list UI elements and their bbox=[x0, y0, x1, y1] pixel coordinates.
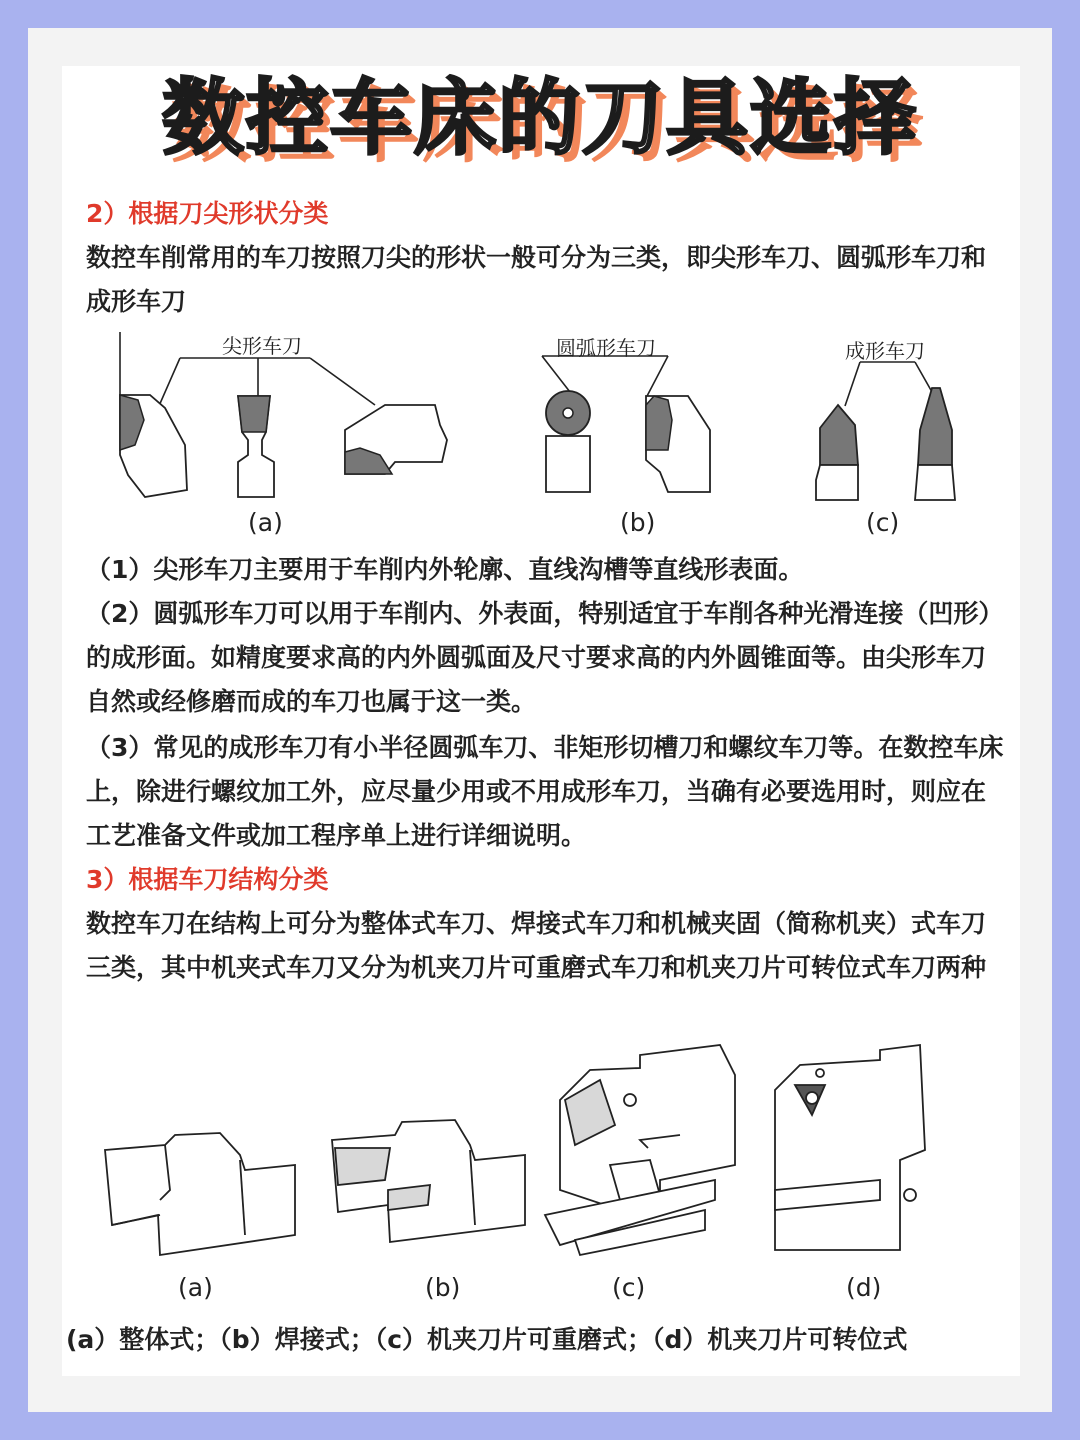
label-form-tool: 成形车刀 bbox=[845, 339, 925, 363]
figure1-label-a: (a) bbox=[248, 508, 283, 537]
figure2-caption: (a）整体式；（b）焊接式；（c）机夹刀片可重磨式；（d）机夹刀片可转位式 bbox=[66, 1325, 908, 1354]
figure2-label-a: (a) bbox=[178, 1273, 213, 1302]
page-title: 数控车床的刀具选择 bbox=[161, 71, 918, 166]
note-1: （1）尖形车刀主要用于车削内外轮廓、直线沟槽等直线形表面。 bbox=[86, 555, 804, 584]
section2-heading: 2）根据刀尖形状分类 bbox=[86, 199, 329, 228]
note-3: （3）常见的成形车刀有小半径圆弧车刀、非矩形切槽刀和螺纹车刀等。在数控车床上，除进行螺纹加工外，应尽量少用或不用成形车刀，当确有必要选用时，则应在工艺准备文件或加工程序单上进行详细说明。 bbox=[86, 733, 1004, 850]
figure2-label-d: (d) bbox=[846, 1273, 882, 1302]
figure1-label-c: (c) bbox=[866, 508, 900, 537]
section3-heading: 3）根据车刀结构分类 bbox=[86, 865, 329, 894]
figure2-label-c: (c) bbox=[612, 1273, 646, 1302]
figure1-label-b: (b) bbox=[620, 508, 656, 537]
label-arc-tool: 圆弧形车刀 bbox=[556, 336, 656, 360]
section2-intro: 数控车削常用的车刀按照刀尖的形状一般可分为三类，即尖形车刀、圆弧形车刀和成形车刀 bbox=[86, 243, 987, 316]
figure2-label-b: (b) bbox=[425, 1273, 461, 1302]
label-pointed-tool: 尖形车刀 bbox=[222, 334, 302, 358]
note-2: （2）圆弧形车刀可以用于车削内、外表面，特别适宜于车削各种光滑连接（凹形）的成形面。如精度要求高的内外圆弧面及尺寸要求高的内外圆锥面等。由尖形车刀自然或经修磨而成的车刀也属于这一类。 bbox=[86, 599, 1004, 716]
section3-intro: 数控车刀在结构上可分为整体式车刀、焊接式车刀和机械夹固（简称机夹）式车刀三类，其中机夹式车刀又分为机夹刀片可重磨式车刀和机夹刀片可转位式车刀两种 bbox=[86, 909, 987, 982]
